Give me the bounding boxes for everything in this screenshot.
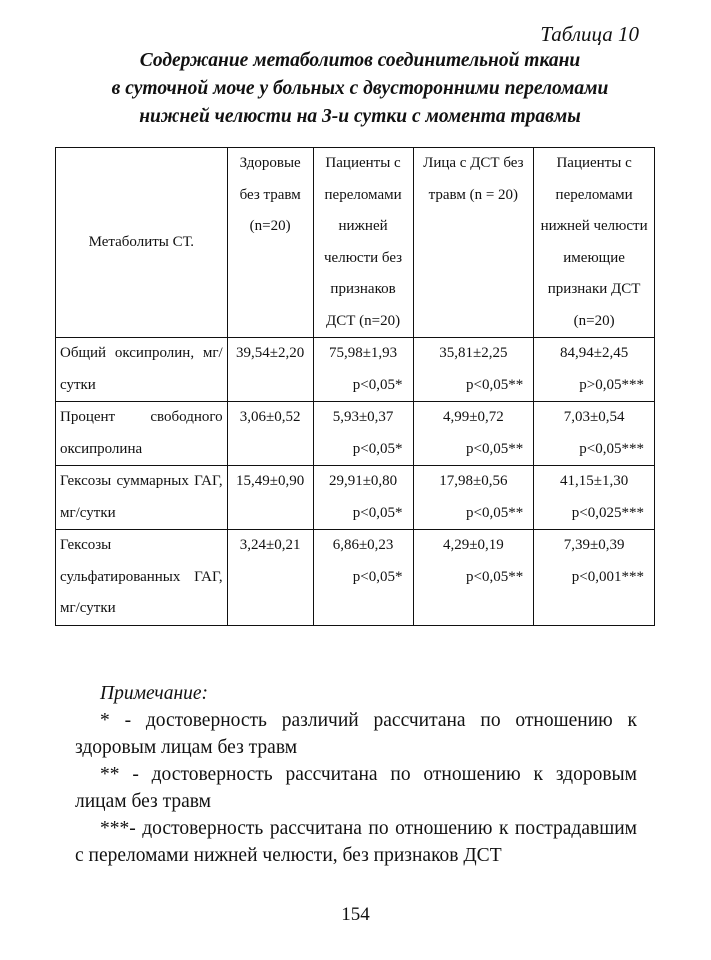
table-cell	[313, 402, 413, 466]
note-item: ** - достоверность рассчитана по отношению к здоровым лицам без травм	[75, 764, 637, 812]
cell-significance: p<0,025***	[571, 504, 644, 521]
cell-value: 35,81±2,25	[439, 345, 508, 361]
title-line: нижней челюсти на 3-и сутки с момента травмы	[139, 106, 581, 127]
cell-value: 4,29±0,19	[442, 537, 504, 553]
cell-value: 75,98±1,93	[328, 345, 398, 361]
cell-value: 41,15±1,30	[559, 473, 629, 489]
table-row	[56, 530, 655, 626]
cell-significance: p>0,05***	[579, 376, 644, 393]
table-cell	[227, 466, 313, 530]
cell-significance: p<0,001***	[571, 568, 644, 585]
table-cell	[227, 530, 313, 626]
cell-value: 5,93±0,37	[332, 409, 394, 425]
row-label: Гексозы сульфатированных ГАГ, мг/сутки	[56, 530, 228, 626]
header-row	[56, 148, 655, 338]
table-row	[56, 338, 655, 402]
page-number: 154	[341, 904, 370, 925]
cell-significance: p<0,05*	[352, 568, 403, 585]
table-row	[56, 466, 655, 530]
cell-significance: p<0,05**	[465, 440, 524, 457]
table-cell	[313, 338, 413, 402]
cell-significance: p<0,05**	[465, 568, 524, 585]
table-cell	[227, 338, 313, 402]
table-cell	[534, 530, 655, 626]
cell-significance: p<0,05**	[465, 376, 524, 393]
table-row	[56, 402, 655, 466]
cell-value: 17,98±0,56	[439, 473, 508, 489]
table-cell	[413, 338, 534, 402]
cell-value: 39,54±2,20	[236, 345, 305, 361]
cell-value: 3,24±0,21	[239, 537, 301, 553]
cell-value: 6,86±0,23	[332, 537, 394, 553]
metabolites-table	[55, 147, 655, 626]
table-title	[40, 47, 680, 131]
column-header-fracture-no-dst: Пациенты с переломами нижней челюсти без признаков ДСТ (n=20)	[313, 148, 413, 338]
cell-significance: p<0,05*	[352, 376, 403, 393]
table-label: Таблица 10	[540, 22, 639, 46]
cell-value: 7,03±0,54	[563, 409, 625, 425]
table-cell	[413, 402, 534, 466]
note-item: ***- достоверность рассчитана по отношению к пострадавшим с переломами нижней челюсти, без признаков ДСТ	[75, 818, 637, 866]
cell-value: 15,49±0,90	[236, 473, 305, 489]
table-cell	[413, 530, 534, 626]
table-cell	[534, 338, 655, 402]
cell-significance: p<0,05*	[352, 504, 403, 521]
row-label: Процент свободного оксипролина	[56, 402, 228, 466]
table-cell	[534, 466, 655, 530]
cell-significance: p<0,05**	[465, 504, 524, 521]
table-cell	[313, 530, 413, 626]
cell-significance: p<0,05***	[579, 440, 644, 457]
table-cell	[313, 466, 413, 530]
notes-heading: Примечание:	[100, 683, 209, 704]
cell-significance: p<0,05*	[352, 440, 403, 457]
column-header-fracture-dst: Пациенты с переломами нижней челюсти имеющие признаки ДСТ (n=20)	[534, 148, 655, 338]
cell-value: 7,39±0,39	[563, 537, 625, 553]
title-line: Содержание метаболитов соединительной ткани	[139, 50, 581, 71]
cell-value: 4,99±0,72	[442, 409, 504, 425]
cell-value: 29,91±0,80	[328, 473, 398, 489]
row-label: Общий оксипролин, мг/сутки	[56, 338, 228, 402]
column-header-healthy: Здоровые без травм (n=20)	[227, 148, 313, 338]
table-cell	[227, 402, 313, 466]
row-label: Гексозы суммарных ГАГ, мг/сутки	[56, 466, 228, 530]
cell-value: 3,06±0,52	[239, 409, 301, 425]
column-header-dst-no-trauma: Лица с ДСТ без травм (n = 20)	[413, 148, 534, 338]
table-cell	[534, 402, 655, 466]
table-cell	[413, 466, 534, 530]
title-line: в суточной моче у больных с двусторонними переломами	[111, 78, 609, 99]
note-item: * - достоверность различий рассчитана по отношению к здоровым лицам без травм	[75, 710, 637, 758]
cell-value: 84,94±2,45	[559, 345, 629, 361]
column-header-metabolites: Метаболиты СТ.	[56, 148, 228, 338]
notes-section	[75, 680, 637, 869]
